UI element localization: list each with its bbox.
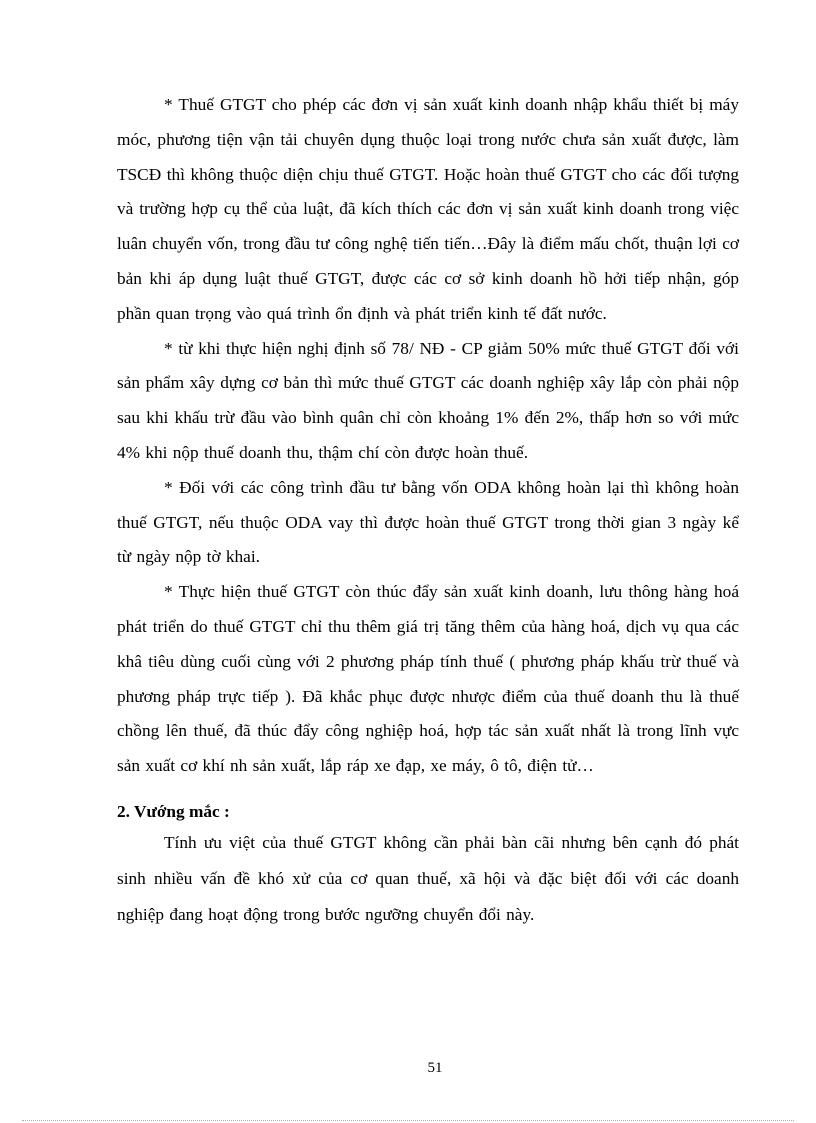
page-number: 51 [427, 1060, 443, 1076]
paragraph-tscd-import: * Thuế GTGT cho phép các đơn vị sản xuất kinh doanh nhập khẩu thiết bị máy móc, phương tiện vận tải chuyên dụng thuộc loại trong nước chưa sản xuất được, làm TSCĐ thì không thuộc diện chịu thuế GTGT. Hoặc hoàn thuế GTGT cho các đối tượng và trường hợp cụ thể của luật, đã kích thích các đơn vị sản xuất kinh doanh trong việc luân chuyển vốn, trong đầu tư công nghệ tiến tiến…Đây là điểm mấu chốt, thuận lợi cơ bản khi áp dụng luật thuế GTGT, được các cơ sở kinh doanh hồ hởi tiếp nhận, góp phần quan trọng vào quá trình ổn định và phát triển kinh tế đất nước. [117, 95, 739, 323]
body-text [117, 88, 739, 933]
paragraph-decree-78: * từ khi thực hiện nghị định số 78/ NĐ - CP giảm 50% mức thuế GTGT đối với sản phẩm xây dựng cơ bản thì mức thuế GTGT các doanh nghiệp xây lắp còn phải nộp sau khi khấu trừ đầu vào bình quân chỉ còn khoảng 1% đến 2%, thấp hơn so với mức 4% khi nộp thuế doanh thu, thậm chí còn được hoàn thuế. [117, 338, 739, 462]
paragraph-obstacles: Tính ưu việt của thuế GTGT không cần phải bàn cãi nhưng bên cạnh đó phát sinh nhiều vấn đề khó xử của cơ quan thuế, xã hội và đặc biệt đối với các doanh nghiệp đang hoạt động trong bước ngưỡng chuyển đổi này. [117, 832, 739, 924]
paragraph-production-promotion: * Thực hiện thuế GTGT còn thúc đẩy sản xuất kinh doanh, lưu thông hàng hoá phát triển do thuế GTGT chỉ thu thêm giá trị tăng thêm của hàng hoá, dịch vụ qua các khâ tiêu dùng cuối cùng với 2 phương pháp tính thuế ( phương pháp khấu trừ thuế và phương pháp trực tiếp ). Đã khắc phục được nhược điểm của thuế doanh thu là thuế chồng lên thuế, đã thúc đẩy công nghiệp hoá, hợp tác sản xuất nhất là trong lĩnh vực sản xuất cơ khí nh sản xuất, lắp ráp xe đạp, xe máy, ô tô, điện tử… [117, 582, 739, 776]
section-heading: 2. Vướng mắc : [117, 801, 230, 821]
paragraph-oda: * Đối với các công trình đầu tư bằng vốn ODA không hoàn lại thì không hoàn thuế GTGT, nếu thuộc ODA vay thì được hoàn thuế GTGT trong thời gian 3 ngày kể từ ngày nộp tờ khai. [117, 477, 739, 567]
page-bottom-divider [22, 1120, 794, 1121]
